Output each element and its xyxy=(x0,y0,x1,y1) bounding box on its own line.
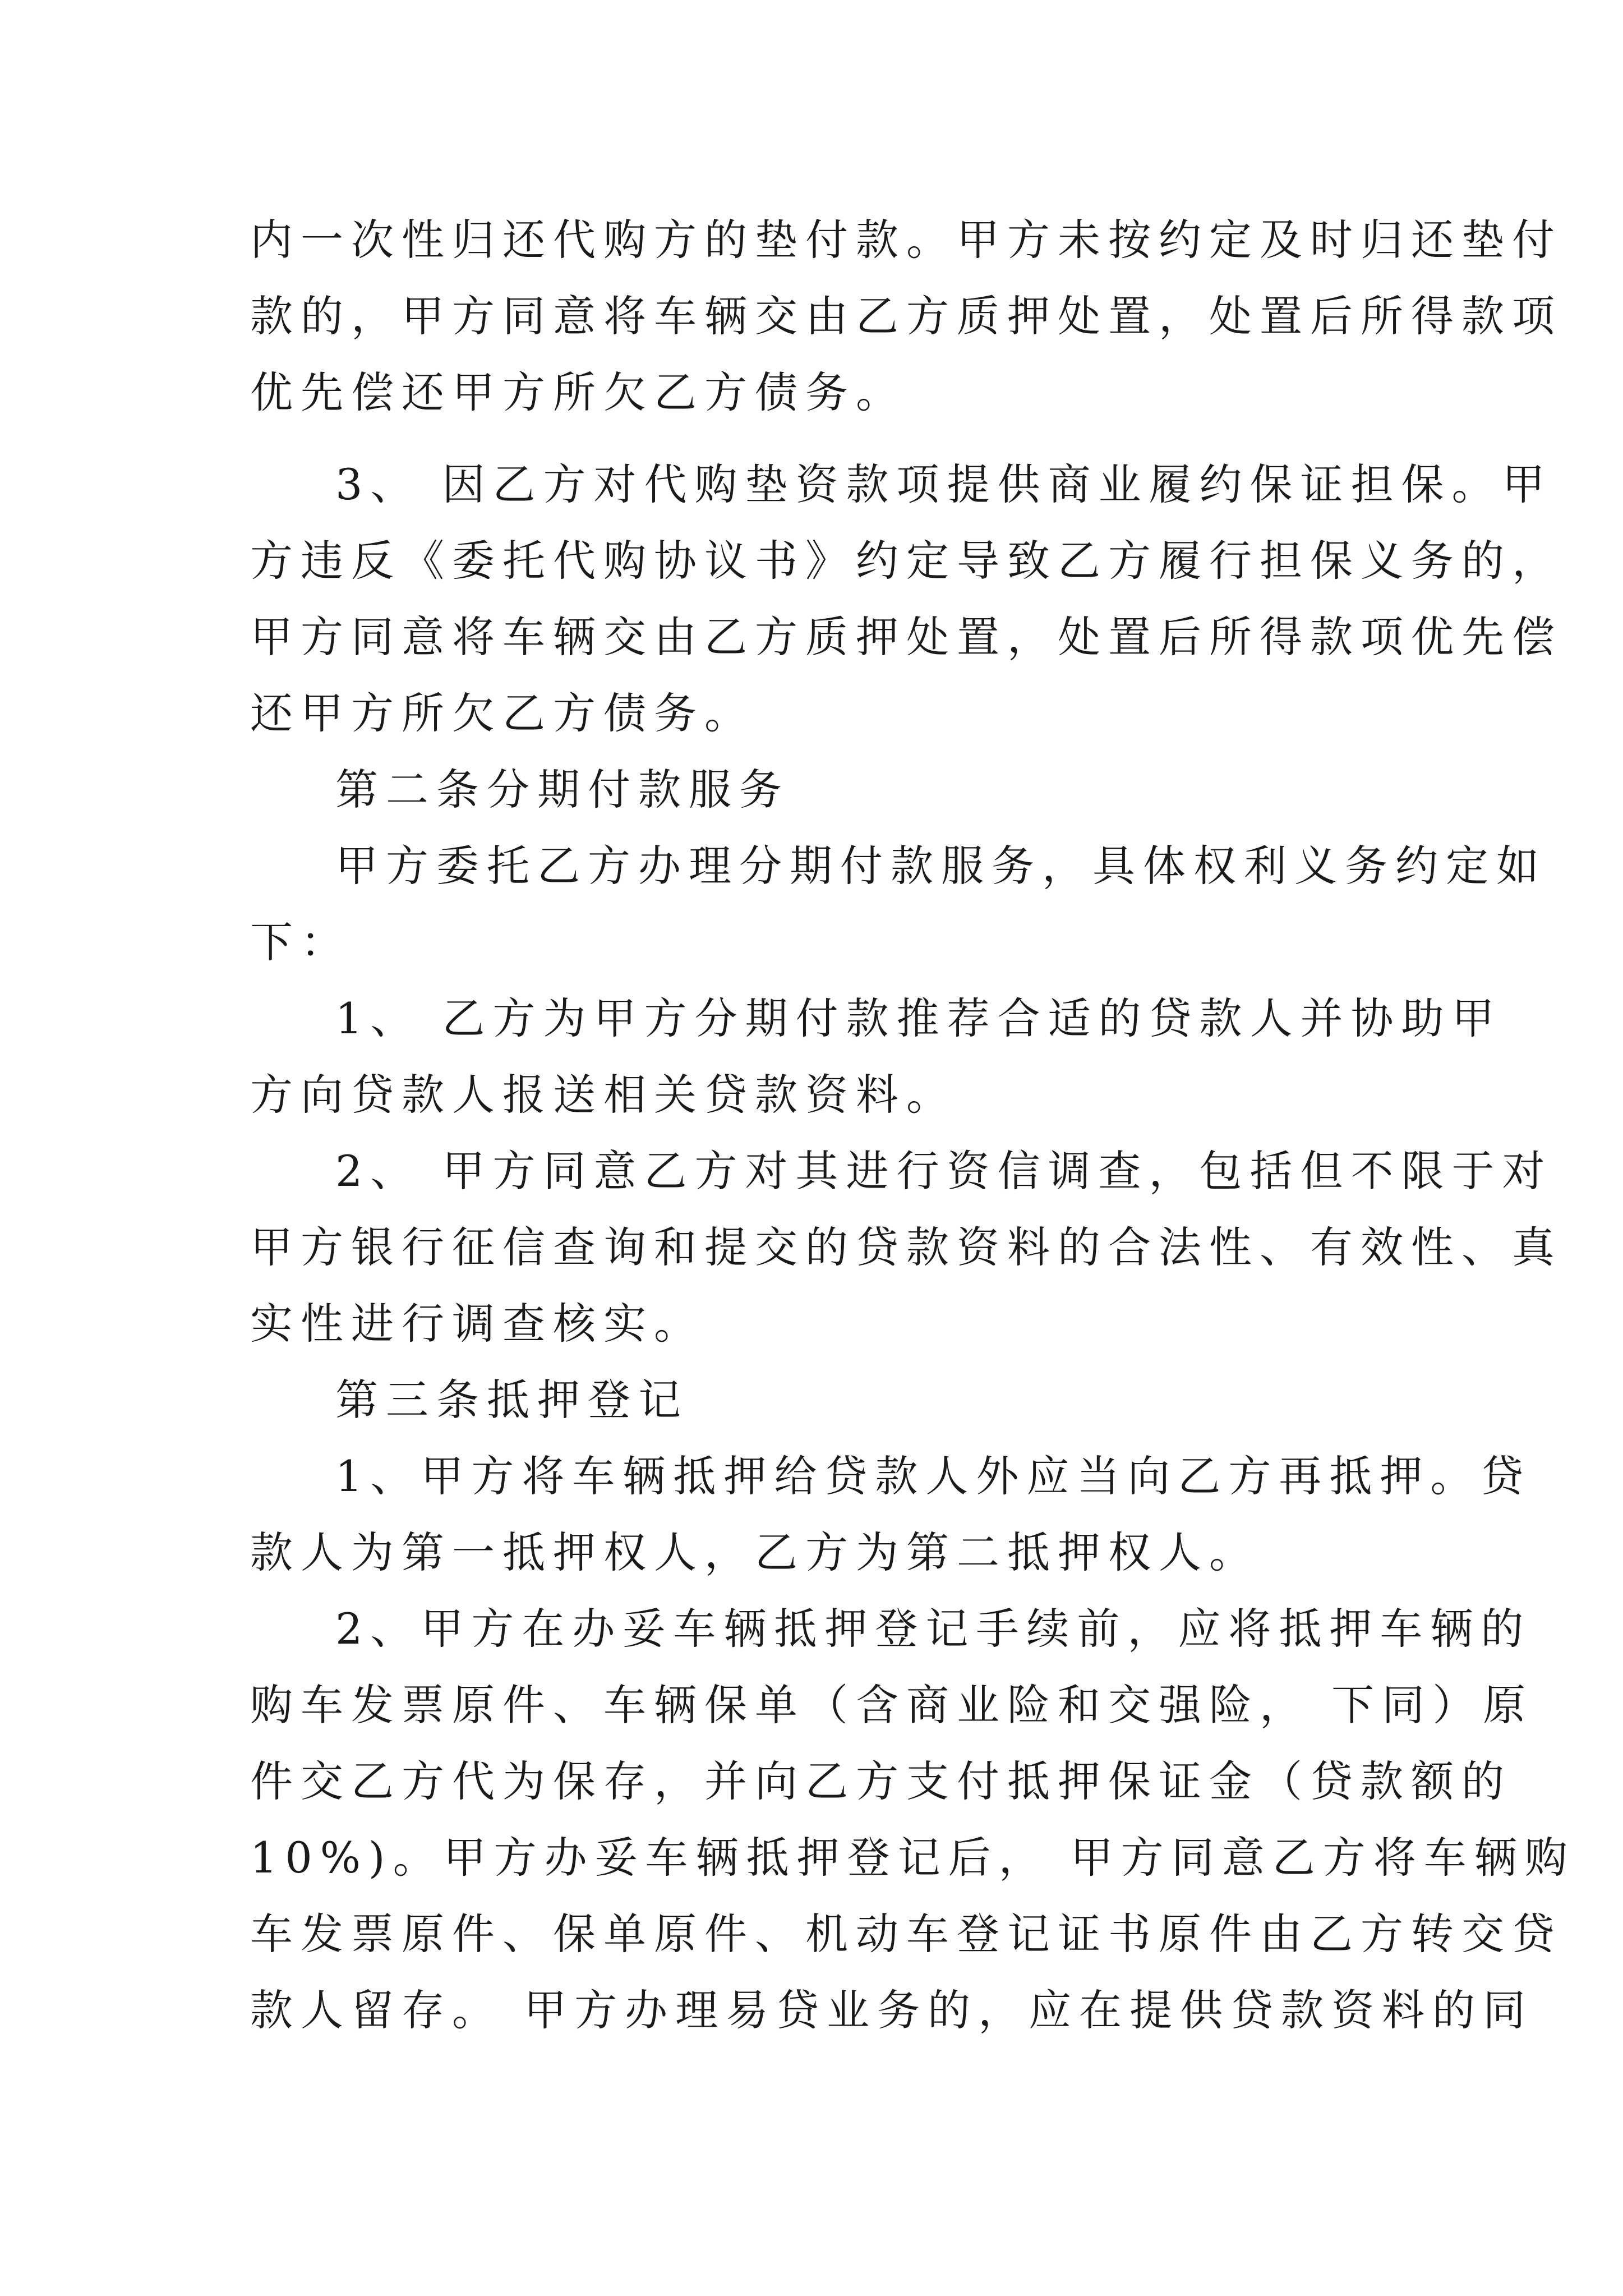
document-body xyxy=(250,202,1575,2049)
text-line: 方向贷款人报送相关贷款资料。 xyxy=(250,1070,957,1120)
text-line: 款人留存。 甲方办理易贷业务的，应在提供贷款资料的同 xyxy=(250,1985,1534,2035)
text-line: 优先偿还甲方所欠乙方债务。 xyxy=(250,367,906,417)
text-line: 1、 乙方为甲方分期付款推荐合适的贷款人并协助甲 xyxy=(335,993,1502,1043)
text-line: 2、 甲方同意乙方对其进行资信调查，包括但不限于对 xyxy=(335,1146,1553,1196)
text-line: 实性进行调查核实。 xyxy=(250,1299,704,1349)
text-line: 款人为第一抵押权人，乙方为第二抵押权人。 xyxy=(250,1527,1260,1577)
text-line: 甲方同意将车辆交由乙方质押处置，处置后所得款项优先偿 xyxy=(250,612,1562,662)
text-line: 购车发票原件、车辆保单（含商业险和交强险， 下同）原 xyxy=(250,1680,1534,1730)
text-line: 10%)。甲方办妥车辆抵押登记后， 甲方同意乙方将车辆购 xyxy=(250,1833,1575,1883)
text-line: 件交乙方代为保存，并向乙方支付抵押保证金（贷款额的 xyxy=(250,1756,1512,1806)
text-line: 款的，甲方同意将车辆交由乙方质押处置，处置后所得款项 xyxy=(250,291,1562,341)
text-line: 还甲方所欠乙方债务。 xyxy=(250,688,755,738)
text-line: 3、 因乙方对代购垫资款项提供商业履约保证担保。甲 xyxy=(335,459,1553,509)
text-line: 2、甲方在办妥车辆抵押登记手续前，应将抵押车辆的 xyxy=(335,1604,1532,1654)
text-line: 方违反《委托代购协议书》约定导致乙方履行担保义务的， xyxy=(250,536,1562,586)
text-line: 下： xyxy=(250,917,351,967)
section-heading: 第二条分期付款服务 xyxy=(335,765,790,815)
text-line: 内一次性归还代购方的垫付款。甲方未按约定及时归还垫付 xyxy=(250,215,1562,265)
text-line: 车发票原件、保单原件、机动车登记证书原件由乙方转交贷 xyxy=(250,1909,1562,1959)
text-line: 甲方委托乙方办理分期付款服务，具体权利义务约定如 xyxy=(335,841,1547,891)
section-heading: 第三条抵押登记 xyxy=(335,1375,689,1425)
text-line: 甲方银行征信查询和提交的贷款资料的合法性、有效性、真 xyxy=(250,1222,1562,1272)
text-line: 1、甲方将车辆抵押给贷款人外应当向乙方再抵押。贷 xyxy=(335,1451,1532,1501)
